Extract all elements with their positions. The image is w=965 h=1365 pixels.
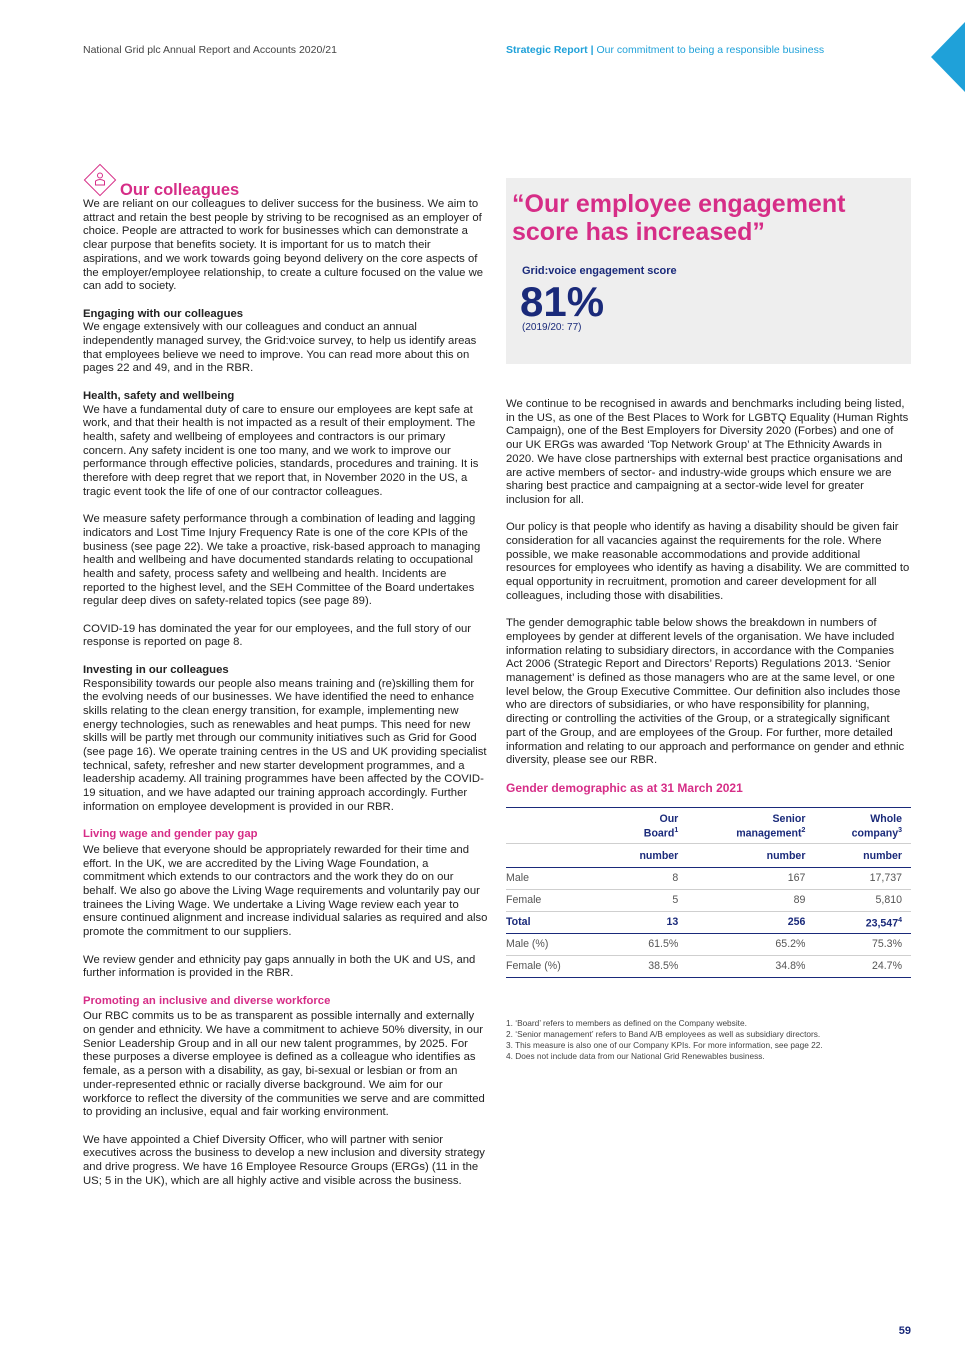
- header-our-board: Our Board$^1$: [610, 808, 688, 844]
- person-diamond-icon: [82, 162, 118, 198]
- cell-company: 17,737: [814, 868, 911, 890]
- table-row-male-pct: [506, 934, 911, 956]
- section-title: Our colleagues: [120, 181, 240, 200]
- row-label: Male (%): [506, 934, 610, 956]
- section-breadcrumb: [506, 44, 824, 56]
- investing-heading: Investing in our colleagues: [83, 663, 229, 676]
- page-corner-arrow-icon: [929, 22, 965, 92]
- report-title: National Grid plc Annual Report and Accounts 2020/21: [83, 44, 337, 56]
- cell-company: 24.7%: [814, 956, 911, 978]
- subsection-name: Our commitment to being a responsible business: [596, 44, 825, 56]
- footnote: 1. ‘Board’ refers to members as defined on the Company website.: [506, 1018, 747, 1028]
- table-header-row: [506, 808, 911, 844]
- cell-board: 61.5%: [610, 934, 688, 956]
- gender-demographic-table: [506, 807, 911, 978]
- table-row-male: [506, 868, 911, 890]
- row-label: Male: [506, 868, 610, 890]
- cell-board: 8: [610, 868, 688, 890]
- footnote: 3. This measure is also one of our Company KPIs. For more information, see page 22.: [506, 1040, 823, 1050]
- measure-paragraph: We measure safety performance through a combination of leading and lagging indicators and Lost Time Injury Frequency Rate is one of the core KPIs of the business (see page 22). We take a proactive, risk-based approach to managing health and wellbeing and have documented standards relating to occupational health and safety, process safety and wellbeing and health. Incidents are reported to the highest level, and the SEH Committee of the Board undertakes regular deep dives on safety-related topics (see page 89).: [83, 513, 481, 608]
- score-label: Grid:voice engagement score: [522, 265, 677, 277]
- cdo-paragraph: We have appointed a Chief Diversity Officer, who will partner with senior executives across the business to develop a new inclusion and diversity strategy and drive progress. We have 16 Employee Resource Groups (ERGs) (11 in the US; 5 in the UK), which are all highly active and visible across the business.: [83, 1133, 485, 1187]
- promoting-heading: Promoting an inclusive and diverse workforce: [83, 994, 331, 1007]
- table-units-row: [506, 844, 911, 868]
- cell-senior: 34.8%: [687, 956, 814, 978]
- row-label: Total: [506, 912, 610, 934]
- section-name: Strategic Report: [506, 44, 588, 56]
- cell-board: 38.5%: [610, 956, 688, 978]
- cell-senior: 89: [687, 890, 814, 912]
- living-wage-heading: Living wage and gender pay gap: [83, 828, 258, 841]
- health-paragraph: We have a fundamental duty of care to ensure our employees are kept safe at work, and that their health is not impacted as a result of their employment. The health, safety and wellbeing of employees and contractors is our primary concern. Any safety incident is one too many, and we work to improve our performance through effective policies, standards, procedures and training. It is therefore with deep regret that we report that, in November 2020 in the US, a tragic event took the life of one of our contractor colleagues.: [83, 403, 479, 498]
- breadcrumb-separator: |: [590, 44, 594, 56]
- cell-company: 23,547$^4$: [814, 912, 911, 934]
- table-header-blank: [506, 808, 610, 844]
- header-senior-management: Senior management$^2$: [687, 808, 814, 844]
- row-label: Female (%): [506, 956, 610, 978]
- section-title-row: [83, 176, 488, 198]
- covid-paragraph: COVID-19 has dominated the year for our employees, and the full story of our response is reported on page 8.: [83, 622, 472, 649]
- health-heading: Health, safety and wellbeing: [83, 389, 235, 402]
- table-row-female-pct: [506, 956, 911, 978]
- awards-paragraph: We continue to be recognised in awards and benchmarks including being listed, in the US, as one of the Best Places to Work for LGBTQ Equality (Human Rights Campaign), one of the Best Employers for Diversity 2020 (Forbes) and one of our UK ERGs was awarded ‘Top Network Group’ at The Ethnicity Awards in 2020. We have close partnerships with external best practice organisations and are active members of sector- and industry-wide groups which ensure we are sharing best practice and campaigning at a sector-wide level for greater inclusion for all.: [506, 398, 909, 506]
- page-number: 59: [898, 1325, 911, 1337]
- cell-senior: 256: [687, 912, 814, 934]
- promoting-paragraph: Our RBC commits us to be as transparent as possible internally and externally on gender and ethnicity. We have a commitment to achieve 50% diversity, in our Senior Leadership Group and in all our new talent programmes, by 2025. For these purposes a diverse employee is defined as a colleague who identifies as female, as a person with a disability, as gay, bi-sexual or lesbian or from an under-represented ethnic or racially diverse background. We aim for our workforce to reflect the diversity of the communities we serve and are committed to providing an inclusive, equal and fair working environment.: [83, 1010, 485, 1119]
- gender-table-title: Gender demographic as at 31 March 2021: [506, 780, 743, 795]
- cell-company: 5,810: [814, 890, 911, 912]
- row-label: Female: [506, 890, 610, 912]
- engaging-heading: Engaging with our colleagues: [83, 307, 244, 320]
- footnote: 4. Does not include data from our National Grid Renewables business.: [506, 1051, 765, 1061]
- unit-company: number: [814, 844, 911, 868]
- gender-intro-paragraph: The gender demographic table below shows the breakdown in numbers of employees by gender at different levels of the organisation. We have included information relating to subsidiary directors, in accordance with the Companies Act 2006 (Strategic Report and Directors’ Reports) Regulations 2013. ‘Senior management’ is defined as those managers who are at the same level, or one level below, the Group Executive Committee. Our definition also includes those who are directors of subsidiaries, or who have responsibility for planning, directing or controlling the activities of the Group, or a strategically significant part of the Group, and are employees of the Group. For further, more detailed information and relating to our approach and performance on gender and ethnic diversity, please see our RBR.: [506, 617, 905, 767]
- left-column: [83, 176, 488, 1202]
- footnote: 2. ‘Senior management’ refers to Band A/B employees as well as subsidiary directors.: [506, 1029, 821, 1039]
- disability-policy-paragraph: Our policy is that people who identify as having a disability should be given fair consideration for all vacancies against the requirements for the role. Where possible, we make reasonable accommodations and provide additional resources for employees who identify as having a disability. We are committed to equal opportunity in recruitment, promotion and career development for all colleagues, including those with disabilities.: [506, 521, 910, 602]
- cell-company: 75.3%: [814, 934, 911, 956]
- table-row-female: [506, 890, 911, 912]
- header-whole-company: Whole company$^3$: [814, 808, 911, 844]
- unit-board: number: [610, 844, 688, 868]
- cell-board: 5: [610, 890, 688, 912]
- cell-senior: 167: [687, 868, 814, 890]
- table-row-total: [506, 912, 911, 934]
- living-wage-paragraph: We believe that everyone should be appropriately rewarded for their time and effort. In the UK, we are accredited by the Living Wage Foundation, a commitment which extends to our contractors and the work they do on our behalf. We also go above the Living Wage requirements and voluntarily pay our trainees the Living Wage. We undertake a Living Wage review each year to ensure continued alignment and increase individual salaries as required and also promote the commitment to our suppliers.: [83, 843, 488, 939]
- previous-score: (2019/20: 77): [522, 322, 582, 333]
- pull-quote: “Our employee engagement score has increased”: [512, 190, 846, 246]
- pay-gap-paragraph: We review gender and ethnicity pay gaps annually in both the UK and US, and further information is provided in the RBR.: [83, 953, 476, 980]
- right-column: [506, 398, 911, 978]
- unit-senior: number: [687, 844, 814, 868]
- engagement-score: 81%: [520, 278, 605, 325]
- engaging-paragraph: We engage extensively with our colleagues and conduct an annual independently managed survey, the Grid:voice survey, to help us identify areas that employees believe we need to improve. You can read more about this on pages 22 and 49, and in the RBR.: [83, 321, 477, 375]
- cell-senior: 65.2%: [687, 934, 814, 956]
- cell-board: 13: [610, 912, 688, 934]
- units-blank: [506, 844, 610, 868]
- intro-paragraph: We are reliant on our colleagues to deliver success for the business. We aim to attract and retain the best people by striving to be recognised as an employer of choice. People are attracted to work for businesses which can demonstrate a clear purpose that benefits society. It is important for us to match their aspirations, and we work towards going beyond delivery on the core aspects of the employer/employee relationship, to create a culture focused on the value we can add to society.: [83, 198, 484, 293]
- footnotes: [506, 1018, 911, 1062]
- investing-paragraph: Responsibility towards our people also means training and (re)skilling them for the evolving needs of our businesses. We have identified the need to enhance skills relating to the clean energy transition, for example, implementing new energy technologies, such as renewables and heat pumps. This need for new skills will be partly met through our community initiatives such as Grid for Good (see page 16). We operate training centres in the US and UK providing specialist technical, safety, refresher and new starter development programmes, and a leadership academy. All training programmes have been affected by the COVID-19 situation, and we have adapted our training approach accordingly. Further information on employee development is provided in our RBR.: [83, 677, 487, 813]
